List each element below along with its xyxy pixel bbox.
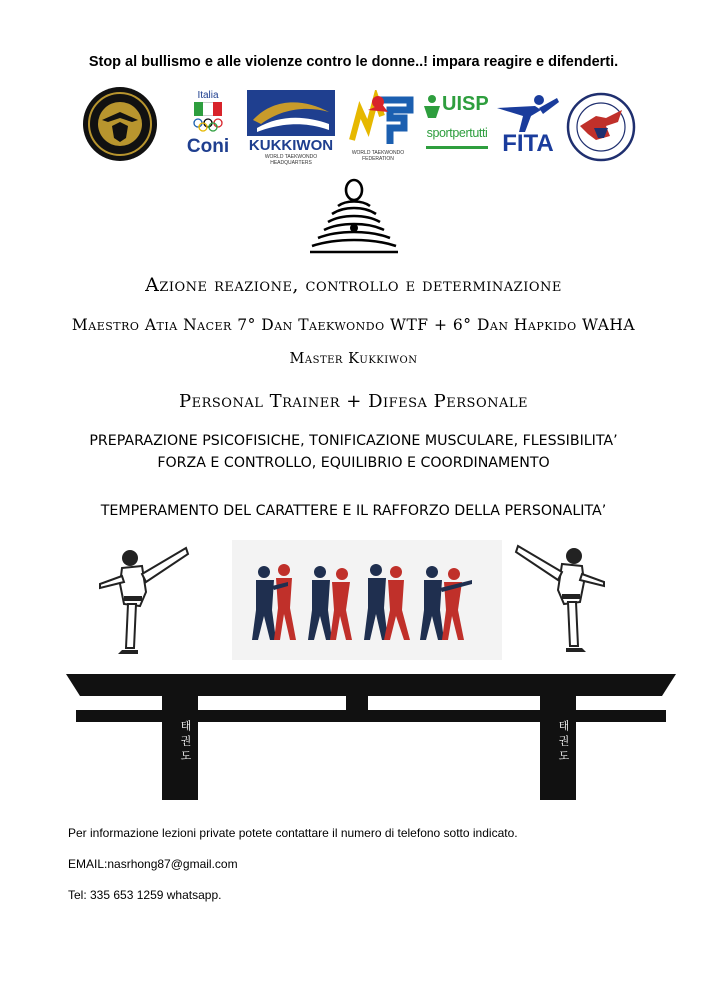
olympic-rings-icon: [192, 118, 224, 132]
training-description: [0, 430, 707, 474]
self-defense-figures-illustration: [232, 540, 502, 660]
character-line: TEMPERAMENTO DEL CARATTERE E IL RAFFORZO DELLA PERSONALITA’: [100, 503, 607, 519]
kicking-fighter-right-illustration: [512, 538, 608, 654]
contact-info-text: Per informazione lezioni private potete contattare il numero di telefono sotto indicato.: [68, 826, 518, 840]
uisp-logo: UISP sportpertutti: [422, 94, 492, 160]
italy-flag-icon: [194, 102, 222, 116]
training-line-1: PREPARAZIONE PSICOFISICHE, TONIFICAZIONE MUSCULARE, FLESSIBILITA’: [89, 433, 618, 449]
kukkiwon-emblem-icon: [247, 90, 335, 136]
meditating-figure-illustration: [308, 176, 400, 254]
tagline: Stop al bullismo e alle violenze contro le donne..! impara reagire e difenderti.: [88, 54, 619, 70]
kicking-fighter-left-illustration: [96, 540, 192, 656]
wtf-emblem-icon: [338, 90, 418, 148]
fita-logo: FITA: [495, 94, 561, 162]
heading-personal-trainer: Personal Trainer + Difesa Personale: [179, 391, 528, 412]
self-defense-scene: [232, 540, 502, 660]
kukkiwon-logo: KUKKIWON WORLD TAEKWONDO HEADQUARTERS: [247, 90, 335, 162]
contact-phone: Tel: 335 653 1259 whatsapp.: [68, 888, 222, 902]
uisp-figure-icon: [422, 94, 442, 118]
heading-master-credentials: Maestro Atia Nacer 7° Dan Taekwondo WTF + 6° Dan Hapkido WAHA: [71, 316, 636, 334]
contact-email: EMAIL:nasrhong87@gmail.com: [68, 857, 238, 871]
martial-arts-seal-logo: [82, 86, 158, 162]
training-line-2: FORZA E CONTROLLO, EQUILIBRIO E COORDINAMENTO: [157, 455, 550, 471]
gate-right-glyphs: 태권도: [557, 720, 570, 765]
heading-action-reaction: Azione reazione, controllo e determinazione: [145, 274, 562, 296]
world-sin-moo-hapkido-logo: [566, 92, 636, 162]
wtf-logo: WORLD TAEKWONDO FEDERATION: [338, 90, 418, 162]
gate-left-glyphs: 태권도: [179, 720, 192, 765]
heading-master-kukkiwon: Master Kukkiwon: [289, 351, 418, 367]
gate-shapes: [66, 672, 676, 802]
kicking-figure-icon: [495, 94, 561, 134]
coni-logo: Italia Coni: [186, 90, 230, 157]
